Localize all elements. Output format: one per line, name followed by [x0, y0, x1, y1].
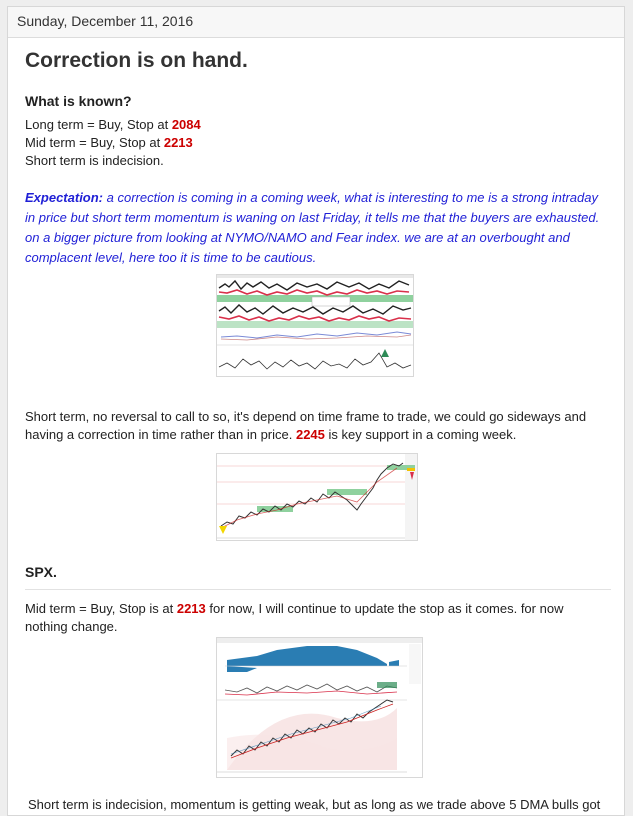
- post-body: [8, 49, 624, 268]
- expectation-label: Expectation:: [25, 190, 104, 205]
- long-term-line: Long term = Buy, Stop at 2084: [25, 117, 201, 132]
- mid-term-line: Mid term = Buy, Stop at 2213: [25, 135, 193, 150]
- breadth-chart-image[interactable]: [216, 274, 414, 377]
- spx-short-term-chart-image[interactable]: [216, 453, 418, 541]
- long-term-stop: 2084: [171, 117, 201, 132]
- spx-mid-term-chart-image[interactable]: [216, 637, 423, 778]
- spx-line-1: Mid term = Buy, Stop is at 2213 for now, I will continue to update the stop as it comes. for now: [25, 601, 564, 616]
- short-term-line-2: having a correction in time rather than in price. 2245 is key support in a coming week.: [25, 427, 517, 442]
- footer-section: [8, 796, 626, 814]
- short-term-indecision-line: Short term is indecision, momentum is getting weak, but as long as we trade above 5 DMA bulls got: [28, 797, 601, 812]
- known-heading: What is known?: [25, 93, 132, 109]
- expectation-block: Expectation: a correction is coming in a coming week, what is interesting to me is a strong intraday in price but short term momentum is waning on last Friday, it tells me that the buyers are exhausted. on a bigger picture from looking at NYMO/NAMO and Fear index. we are at an overbought and complacent level, here too it is time to be cautious.: [25, 190, 600, 265]
- spx-stop-value: 2213: [176, 601, 206, 616]
- spx-short-term-chart-svg: [217, 454, 417, 540]
- spx-heading: SPX.: [25, 564, 57, 580]
- blog-post: [7, 6, 625, 816]
- mid-term-stop: 2213: [163, 135, 193, 150]
- short-term-section: [8, 408, 626, 444]
- post-title[interactable]: Correction is on hand.: [25, 49, 248, 72]
- key-support-value: 2245: [295, 427, 325, 442]
- spx-line-2: nothing change.: [25, 619, 118, 634]
- short-term-line-1: Short term, no reversal to call to so, it's depend on time frame to trade, we could go sideways and: [25, 409, 587, 424]
- breadth-chart-svg: [217, 275, 413, 376]
- spx-divider: [25, 589, 611, 590]
- short-term-line: Short term is indecision.: [25, 153, 164, 168]
- date-header: Sunday, December 11, 2016: [8, 7, 624, 38]
- spx-mid-term-chart-svg: [217, 638, 422, 777]
- spx-section: [8, 564, 626, 636]
